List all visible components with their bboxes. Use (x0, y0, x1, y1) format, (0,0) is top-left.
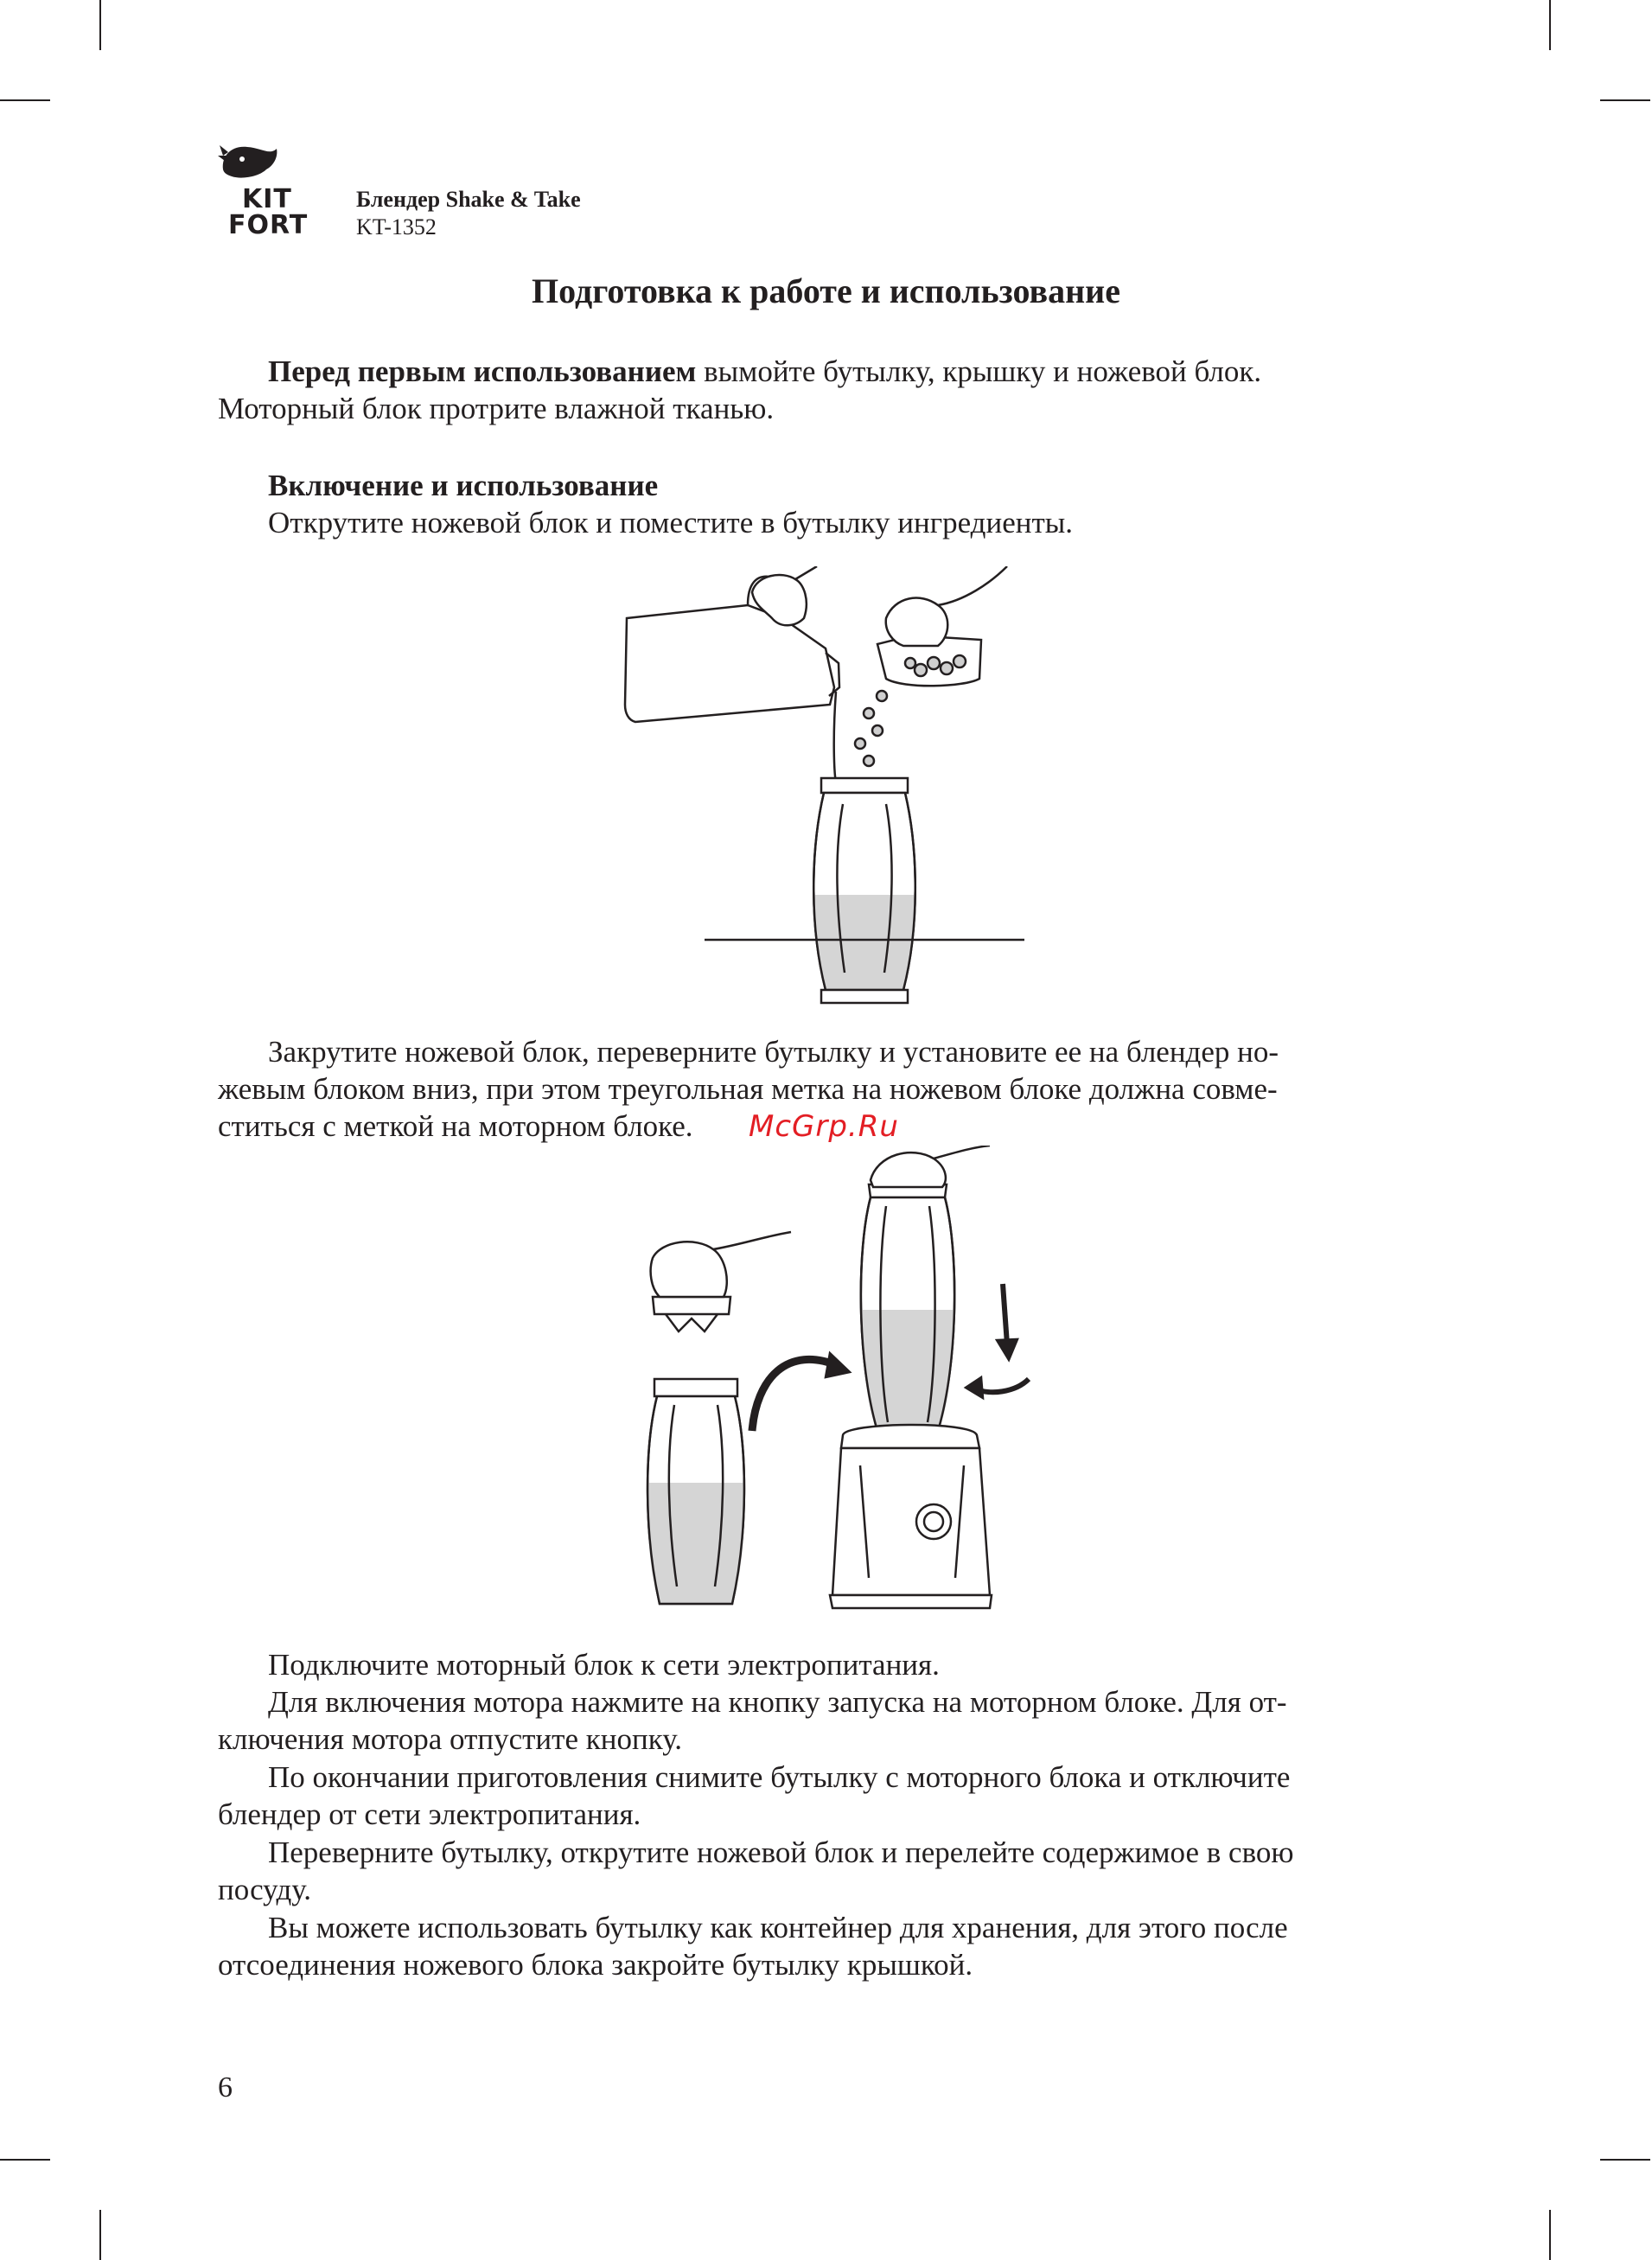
hand-on-bottle-icon (871, 1146, 990, 1187)
kitfort-whale-logo-icon (216, 137, 285, 188)
logo-line-fort: FORT (228, 210, 309, 240)
watermark: McGrp.Ru (749, 1109, 899, 1144)
down-arrow-head (997, 1339, 1017, 1360)
model-number: KT-1352 (356, 214, 437, 239)
instruction-2 (218, 1683, 1442, 1758)
product-name: Блендер Shake & Take (356, 187, 581, 212)
illustration-mounting-bottle (627, 1146, 1059, 1612)
intro-rest: вымойте бутылку, крышку и ножевой блок. (696, 354, 1262, 388)
step-1-text: Открутите ножевой блок и поместите в бутылку ингредиенты. (268, 506, 1074, 539)
page-number: 6 (218, 2072, 233, 2104)
hand-holding-blade-unit-icon (651, 1232, 791, 1297)
motor-base-icon (830, 1425, 992, 1608)
juice-carton-icon (625, 577, 839, 722)
instruction-4-line-1: Переверните бутылку, открутите ножевой блок и перелейте содержимое в свою (268, 1835, 1294, 1869)
section-title: Подготовка к работе и использование (532, 271, 1120, 310)
crop-mark-top-left-h (0, 99, 50, 101)
step-2-line-3: ститься с меткой на моторном блоке. (218, 1109, 693, 1143)
logo-line-kit: KIT (242, 184, 292, 214)
rotate-arrow-head (966, 1377, 983, 1398)
instruction-5-line-2: отсоединения ножевого блока закройте бутылку крышкой. (218, 1948, 973, 1982)
liquid-stream (834, 692, 836, 782)
instruction-3-line-1: По окончании приготовления снимите бутылку с моторного блока и отключите (268, 1760, 1291, 1794)
page-header (216, 137, 821, 245)
crop-mark-top-right-h (1600, 99, 1650, 101)
step-2-line-2: жевым блоком вниз, при этом треугольная метка на ножевом блоке должна совме- (218, 1072, 1278, 1106)
instruction-5-line-1: Вы можете использовать бутылку как контейнер для хранения, для этого после (268, 1911, 1288, 1944)
inverted-bottle-icon (861, 1184, 954, 1431)
instruction-5 (218, 1909, 1442, 1983)
logo-wordmark (228, 184, 309, 240)
instruction-4 (218, 1834, 1442, 1908)
instruction-3-line-2: блендер от сети электропитания. (218, 1797, 641, 1831)
curved-arrow-icon (752, 1359, 839, 1431)
blade-unit-icon (653, 1297, 730, 1331)
intro-line-2: Моторный блок протрите влажной тканью. (218, 392, 775, 425)
instruction-2-line-1: Для включения мотора нажмите на кнопку запуска на моторном блоке. Для от- (268, 1685, 1287, 1719)
subsection-heading: Включение и использование (268, 469, 659, 502)
instruction-4-line-2: посуду. (218, 1873, 312, 1906)
crop-mark-top-left-v (99, 0, 101, 50)
document-title (356, 186, 581, 241)
intro-bold-lead: Перед первым использованием (268, 354, 697, 388)
crop-mark-bottom-left-h (0, 2159, 50, 2161)
crop-mark-top-right-v (1549, 0, 1551, 50)
crop-mark-bottom-right-h (1600, 2159, 1650, 2161)
hand-holding-cup-icon (886, 566, 1007, 646)
down-arrow-icon (1003, 1284, 1007, 1344)
instruction-1 (218, 1646, 1442, 1683)
cup-with-berries-icon (855, 635, 981, 766)
crop-mark-bottom-right-v (1549, 2210, 1551, 2260)
crop-mark-bottom-left-v (99, 2210, 101, 2260)
intro-paragraph (218, 353, 1442, 427)
instruction-3 (218, 1759, 1442, 1833)
step-2-line-1: Закрутите ножевой блок, переверните бутылку и установите ее на блендер но- (268, 1035, 1279, 1069)
start-button-icon (916, 1504, 951, 1539)
instruction-1-line-1: Подключите моторный блок к сети электропитания. (268, 1648, 940, 1682)
open-bottle-icon (647, 1379, 744, 1604)
instruction-2-line-2: ключения мотора отпустите кнопку. (218, 1722, 682, 1756)
illustration-filling-bottle (618, 566, 1033, 1007)
curved-arrow-head (826, 1353, 850, 1377)
blender-bottle-icon (813, 778, 915, 1003)
